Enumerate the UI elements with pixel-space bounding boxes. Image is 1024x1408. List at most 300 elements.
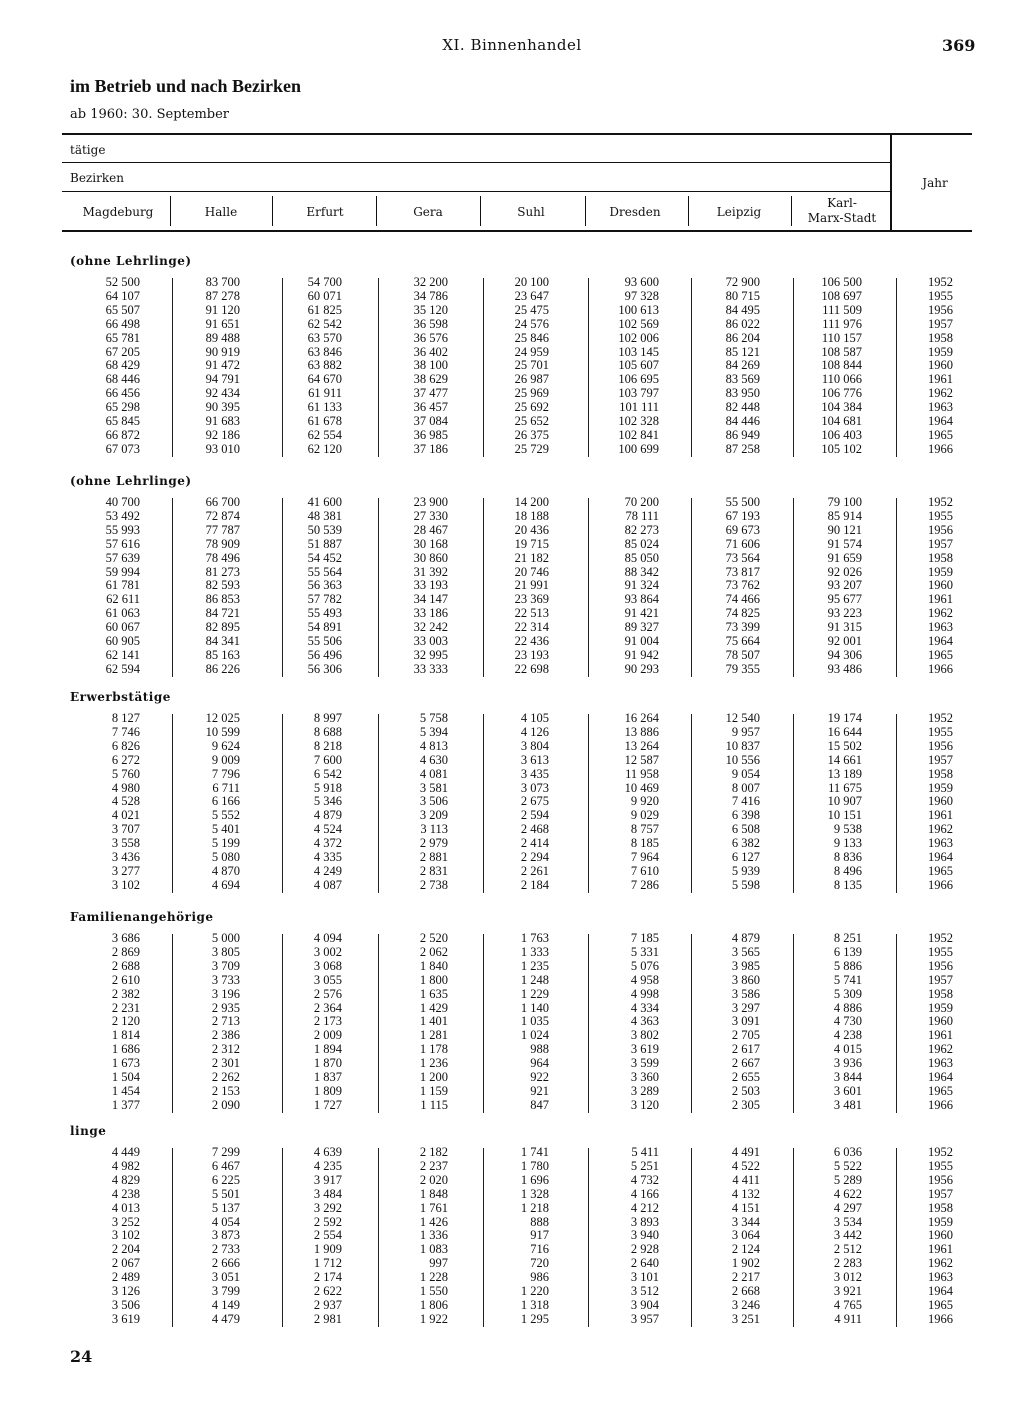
cell-value: 2 979 [419, 836, 448, 851]
cell-value: 106 776 [821, 386, 862, 401]
cell-value: 4 958 [630, 972, 659, 987]
cell-year: 1963 [928, 400, 953, 415]
table-subtitle: ab 1960: 30. September [70, 107, 230, 122]
cell-value: 93 600 [624, 275, 659, 289]
cell-value: 2 617 [731, 1042, 760, 1057]
cell-value: 36 985 [413, 427, 448, 442]
cell-value: 82 593 [205, 578, 240, 593]
cell-value: 78 507 [725, 647, 760, 662]
cell-value: 4 886 [833, 1000, 862, 1015]
cell-value: 34 786 [413, 288, 448, 303]
cell-value: 93 223 [827, 606, 862, 621]
cell-value: 67 205 [105, 344, 140, 359]
cell-value: 2 261 [520, 863, 549, 878]
cell-value: 9 957 [731, 724, 760, 739]
cell-value: 85 024 [624, 536, 659, 551]
cell-value: 2 173 [313, 1014, 342, 1029]
cell-value: 1 218 [520, 1200, 549, 1215]
cell-value: 3 055 [313, 972, 342, 987]
section-title: Erwerbstätige [70, 690, 171, 704]
cell-value: 79 355 [725, 661, 760, 676]
cell-value: 986 [530, 1270, 549, 1285]
cell-value: 3 091 [731, 1014, 760, 1029]
cell-value: 75 664 [725, 634, 760, 648]
page-number: 369 [942, 36, 976, 55]
cell-value: 36 598 [413, 316, 448, 331]
table-row [0, 795, 1024, 809]
cell-value: 1 727 [313, 1097, 342, 1112]
header-rule-1 [62, 162, 890, 163]
cell-value: 3 484 [313, 1186, 342, 1201]
cell-value: 720 [530, 1256, 549, 1271]
cell-value: 1 909 [313, 1242, 342, 1257]
table-row [0, 649, 1024, 663]
cell-value: 4 212 [630, 1200, 659, 1215]
table-row [0, 1043, 1024, 1057]
cell-value: 19 715 [514, 536, 549, 551]
running-head [0, 36, 1024, 56]
table-row [0, 726, 1024, 740]
table-row [0, 387, 1024, 401]
cell-value: 2 881 [419, 850, 448, 864]
cell-value: 4 015 [833, 1042, 862, 1057]
table-row [0, 932, 1024, 946]
table-row [0, 552, 1024, 566]
cell-value: 5 411 [631, 1145, 659, 1159]
cell-value: 53 492 [105, 508, 140, 523]
table-row [0, 1057, 1024, 1071]
cell-value: 2 640 [630, 1256, 659, 1271]
cell-value: 964 [530, 1056, 549, 1071]
cell-value: 100 613 [618, 302, 659, 317]
cell-value: 2 592 [313, 1214, 342, 1229]
cell-value: 8 135 [833, 877, 862, 892]
cell-value: 25 846 [514, 330, 549, 345]
cell-value: 56 363 [307, 578, 342, 593]
cell-value: 3 289 [630, 1083, 659, 1098]
cell-value: 86 226 [205, 661, 240, 676]
cell-value: 15 502 [827, 738, 862, 753]
cell-value: 1 814 [111, 1028, 140, 1043]
table-row [0, 1229, 1024, 1243]
cell-value: 102 328 [618, 414, 659, 428]
cell-value: 105 102 [821, 441, 862, 456]
cell-value: 5 522 [833, 1158, 862, 1173]
cell-year: 1955 [928, 724, 953, 739]
table-row [0, 510, 1024, 524]
cell-value: 36 402 [413, 344, 448, 359]
cell-value: 93 010 [205, 441, 240, 456]
cell-value: 4 021 [111, 808, 140, 823]
cell-value: 103 145 [618, 344, 659, 359]
cell-value: 62 594 [105, 661, 140, 676]
cell-value: 86 022 [725, 316, 760, 331]
cell-value: 6 166 [211, 794, 240, 809]
cell-value: 23 369 [514, 592, 549, 607]
cell-value: 2 675 [520, 794, 549, 809]
cell-value: 61 825 [307, 302, 342, 317]
cell-value: 2 153 [211, 1083, 240, 1098]
cell-value: 2 666 [211, 1256, 240, 1271]
cell-value: 4 879 [313, 808, 342, 823]
cell-value: 4 639 [313, 1145, 342, 1159]
table-row [0, 712, 1024, 726]
cell-value: 5 760 [111, 766, 140, 781]
table-row [0, 635, 1024, 649]
cell-value: 52 500 [105, 275, 140, 289]
cell-value: 25 692 [514, 400, 549, 415]
cell-value: 32 242 [413, 620, 448, 635]
cell-year: 1955 [928, 1158, 953, 1173]
cell-value: 16 644 [827, 724, 862, 739]
cell-year: 1956 [928, 738, 953, 753]
table-row [0, 946, 1024, 960]
cell-value: 40 700 [105, 495, 140, 509]
section-title: (ohne Lehrlinge) [70, 474, 192, 488]
cell-value: 3 601 [833, 1083, 862, 1098]
cell-value: 86 853 [205, 592, 240, 607]
cell-value: 33 186 [413, 606, 448, 621]
cell-value: 91 574 [827, 536, 862, 551]
cell-value: 31 392 [413, 564, 448, 579]
cell-value: 90 395 [205, 400, 240, 415]
cell-value: 3 921 [833, 1284, 862, 1298]
cell-value: 82 448 [725, 400, 760, 415]
table-row [0, 496, 1024, 510]
cell-value: 5 598 [731, 877, 760, 892]
cell-value: 3 209 [419, 808, 448, 823]
cell-value: 37 084 [413, 414, 448, 428]
cell-value: 85 121 [725, 344, 760, 359]
cell-year: 1952 [928, 711, 953, 725]
cell-value: 4 694 [211, 877, 240, 892]
cell-value: 7 286 [630, 877, 659, 892]
cell-value: 3 804 [520, 738, 549, 753]
cell-value: 73 399 [725, 620, 760, 635]
table-row [0, 974, 1024, 988]
cell-value: 3 860 [731, 972, 760, 987]
cell-value: 1 673 [111, 1056, 140, 1071]
table-row [0, 879, 1024, 893]
cell-value: 30 860 [413, 550, 448, 565]
cell-value: 105 607 [618, 358, 659, 373]
cell-value: 4 132 [731, 1186, 760, 1201]
cell-value: 2 869 [111, 944, 140, 959]
cell-value: 91 324 [624, 578, 659, 593]
cell-value: 1 454 [111, 1083, 140, 1098]
cell-value: 54 891 [307, 620, 342, 635]
cell-value: 3 512 [630, 1284, 659, 1298]
cell-year: 1963 [928, 620, 953, 635]
cell-year: 1963 [928, 836, 953, 851]
cell-value: 67 193 [725, 508, 760, 523]
table-row [0, 1243, 1024, 1257]
cell-year: 1958 [928, 766, 953, 781]
cell-year: 1965 [928, 427, 953, 442]
cell-value: 4 372 [313, 836, 342, 851]
cell-year: 1958 [928, 550, 953, 565]
cell-value: 88 342 [624, 564, 659, 579]
cell-value: 33 003 [413, 634, 448, 648]
cell-value: 2 217 [731, 1270, 760, 1285]
cell-value: 93 486 [827, 661, 862, 676]
cell-value: 4 238 [833, 1028, 862, 1043]
cell-value: 4 449 [111, 1145, 140, 1159]
cell-value: 93 864 [624, 592, 659, 607]
table-title: im Betrieb und nach Bezirken [70, 76, 302, 96]
cell-value: 2 512 [833, 1242, 862, 1257]
cell-value: 3 292 [313, 1200, 342, 1215]
cell-value: 7 796 [211, 766, 240, 781]
cell-year: 1955 [928, 508, 953, 523]
cell-value: 5 501 [211, 1186, 240, 1201]
cell-value: 3 586 [731, 986, 760, 1001]
cell-value: 25 729 [514, 441, 549, 456]
cell-year: 1963 [928, 1056, 953, 1071]
cell-year: 1960 [928, 578, 953, 593]
cell-value: 4 491 [731, 1145, 760, 1159]
table-row [0, 1202, 1024, 1216]
cell-value: 84 446 [725, 414, 760, 428]
table-row [0, 663, 1024, 677]
cell-value: 4 087 [313, 877, 342, 892]
cell-value: 716 [530, 1242, 549, 1257]
cell-value: 5 076 [630, 958, 659, 973]
cell-value: 4 334 [630, 1000, 659, 1015]
section-title: (ohne Lehrlinge) [70, 254, 192, 268]
cell-value: 14 661 [827, 752, 862, 767]
table-row [0, 1146, 1024, 1160]
cell-value: 3 985 [731, 958, 760, 973]
cell-value: 8 127 [111, 711, 140, 725]
cell-value: 4 911 [834, 1311, 862, 1326]
cell-value: 3 904 [630, 1297, 659, 1312]
cell-value: 84 269 [725, 358, 760, 373]
cell-value: 32 200 [413, 275, 448, 289]
cell-value: 91 942 [624, 647, 659, 662]
cell-value: 917 [530, 1228, 549, 1243]
cell-year: 1957 [928, 316, 953, 331]
cell-year: 1959 [928, 1214, 953, 1229]
cell-year: 1958 [928, 986, 953, 1001]
cell-value: 1 235 [520, 958, 549, 973]
cell-value: 1 426 [419, 1214, 448, 1229]
cell-value: 63 570 [307, 330, 342, 345]
cell-year: 1964 [928, 1284, 953, 1298]
cell-year: 1960 [928, 358, 953, 373]
cell-value: 2 124 [731, 1242, 760, 1257]
cell-value: 3 873 [211, 1228, 240, 1243]
cell-value: 4 013 [111, 1200, 140, 1215]
table-row [0, 1029, 1024, 1043]
cell-value: 3 435 [520, 766, 549, 781]
cell-value: 1 336 [419, 1228, 448, 1243]
cell-value: 6 467 [211, 1158, 240, 1173]
table-row [0, 1313, 1024, 1327]
cell-value: 95 677 [827, 592, 862, 607]
cell-value: 5 741 [833, 972, 862, 987]
cell-value: 82 273 [624, 522, 659, 537]
cell-value: 72 900 [725, 275, 760, 289]
cell-value: 91 651 [205, 316, 240, 331]
cell-value: 4 249 [313, 863, 342, 878]
cell-value: 63 846 [307, 344, 342, 359]
cell-year: 1960 [928, 794, 953, 809]
cell-year: 1957 [928, 1186, 953, 1201]
cell-value: 57 782 [307, 592, 342, 607]
cell-value: 84 721 [205, 606, 240, 621]
cell-value: 57 639 [105, 550, 140, 565]
table-row [0, 782, 1024, 796]
cell-value: 94 306 [827, 647, 862, 662]
cell-value: 3 619 [111, 1311, 140, 1326]
cell-value: 108 844 [821, 358, 862, 373]
cell-value: 71 606 [725, 536, 760, 551]
cell-value: 4 980 [111, 780, 140, 795]
cell-value: 10 469 [624, 780, 659, 795]
cell-year: 1965 [928, 863, 953, 878]
cell-value: 3 012 [833, 1270, 862, 1285]
cell-value: 106 500 [821, 275, 862, 289]
cell-value: 5 000 [211, 931, 240, 945]
cell-value: 55 500 [725, 495, 760, 509]
cell-year: 1952 [928, 495, 953, 509]
section-title: linge [70, 1124, 107, 1138]
cell-value: 3 297 [731, 1000, 760, 1015]
cell-value: 2 301 [211, 1056, 240, 1071]
cell-value: 80 715 [725, 288, 760, 303]
cell-value: 2 120 [111, 1014, 140, 1029]
cell-value: 2 576 [313, 986, 342, 1001]
cell-value: 55 506 [307, 634, 342, 648]
cell-value: 8 836 [833, 850, 862, 864]
cell-value: 5 331 [630, 944, 659, 959]
cell-value: 61 781 [105, 578, 140, 593]
cell-value: 108 697 [821, 288, 862, 303]
cell-value: 3 581 [419, 780, 448, 795]
cell-year: 1952 [928, 275, 953, 289]
header-rule-2 [62, 191, 890, 192]
cell-value: 62 611 [106, 592, 140, 607]
cell-value: 4 870 [211, 863, 240, 878]
cell-value: 19 174 [827, 711, 862, 725]
table-row [0, 359, 1024, 373]
cell-value: 2 622 [313, 1284, 342, 1298]
table-row [0, 276, 1024, 290]
table-row [0, 1015, 1024, 1029]
cell-value: 1 894 [313, 1042, 342, 1057]
cell-value: 1 780 [520, 1158, 549, 1173]
cell-value: 36 576 [413, 330, 448, 345]
cell-value: 4 151 [731, 1200, 760, 1215]
cell-value: 3 534 [833, 1214, 862, 1229]
cell-value: 20 436 [514, 522, 549, 537]
cell-value: 3 936 [833, 1056, 862, 1071]
cell-value: 2 688 [111, 958, 140, 973]
cell-value: 4 054 [211, 1214, 240, 1229]
cell-value: 66 456 [105, 386, 140, 401]
cell-value: 3 360 [630, 1070, 659, 1084]
cell-value: 1 236 [419, 1056, 448, 1071]
cell-value: 3 073 [520, 780, 549, 795]
cell-value: 7 964 [630, 850, 659, 864]
cell-year: 1956 [928, 522, 953, 537]
cell-value: 59 994 [105, 564, 140, 579]
cell-value: 102 841 [618, 427, 659, 442]
cell-value: 51 887 [307, 536, 342, 551]
cell-value: 81 273 [205, 564, 240, 579]
cell-year: 1966 [928, 1311, 953, 1326]
cell-value: 3 805 [211, 944, 240, 959]
cell-value: 5 918 [313, 780, 342, 795]
table-row [0, 538, 1024, 552]
cell-value: 2 655 [731, 1070, 760, 1084]
cell-value: 988 [530, 1042, 549, 1057]
cell-value: 6 508 [731, 822, 760, 837]
cell-value: 2 981 [313, 1311, 342, 1326]
cell-value: 22 314 [514, 620, 549, 635]
cell-value: 1 741 [520, 1145, 549, 1159]
cell-value: 1 318 [520, 1297, 549, 1312]
cell-value: 50 539 [307, 522, 342, 537]
cell-value: 91 421 [624, 606, 659, 621]
cell-value: 2 231 [111, 1000, 140, 1015]
cell-value: 106 403 [821, 427, 862, 442]
table-row [0, 960, 1024, 974]
cell-value: 2 928 [630, 1242, 659, 1257]
cell-year: 1962 [928, 386, 953, 401]
cell-value: 111 976 [822, 316, 862, 331]
table-row [0, 754, 1024, 768]
cell-year: 1966 [928, 661, 953, 676]
cell-value: 2 283 [833, 1256, 862, 1271]
cell-value: 78 111 [625, 508, 659, 523]
cell-value: 10 837 [725, 738, 760, 753]
cell-value: 93 207 [827, 578, 862, 593]
cell-value: 922 [530, 1070, 549, 1084]
cell-value: 61 063 [105, 606, 140, 621]
cell-value: 11 675 [828, 780, 862, 795]
cell-value: 4 998 [630, 986, 659, 1001]
table-row [0, 1257, 1024, 1271]
cell-value: 5 251 [630, 1158, 659, 1173]
cell-value: 64 670 [307, 372, 342, 387]
cell-value: 65 298 [105, 400, 140, 415]
cell-value: 7 610 [630, 863, 659, 878]
cell-value: 5 886 [833, 958, 862, 973]
cell-value: 11 958 [625, 766, 659, 781]
cell-value: 73 762 [725, 578, 760, 593]
cell-value: 9 538 [833, 822, 862, 837]
cell-value: 6 225 [211, 1172, 240, 1187]
column-header: Karl- Marx-Stadt [807, 196, 877, 225]
table-row [0, 851, 1024, 865]
cell-value: 55 564 [307, 564, 342, 579]
section-title: Familienangehörige [70, 910, 214, 924]
table-row [0, 1099, 1024, 1113]
cell-value: 3 802 [630, 1028, 659, 1043]
cell-value: 6 398 [731, 808, 760, 823]
cell-value: 5 401 [211, 822, 240, 837]
cell-value: 54 700 [307, 275, 342, 289]
cell-value: 4 126 [520, 724, 549, 739]
cell-year: 1957 [928, 536, 953, 551]
cell-value: 74 825 [725, 606, 760, 621]
cell-value: 22 698 [514, 661, 549, 676]
cell-value: 92 186 [205, 427, 240, 442]
cell-value: 1 140 [520, 1000, 549, 1015]
cell-value: 3 102 [111, 1228, 140, 1243]
